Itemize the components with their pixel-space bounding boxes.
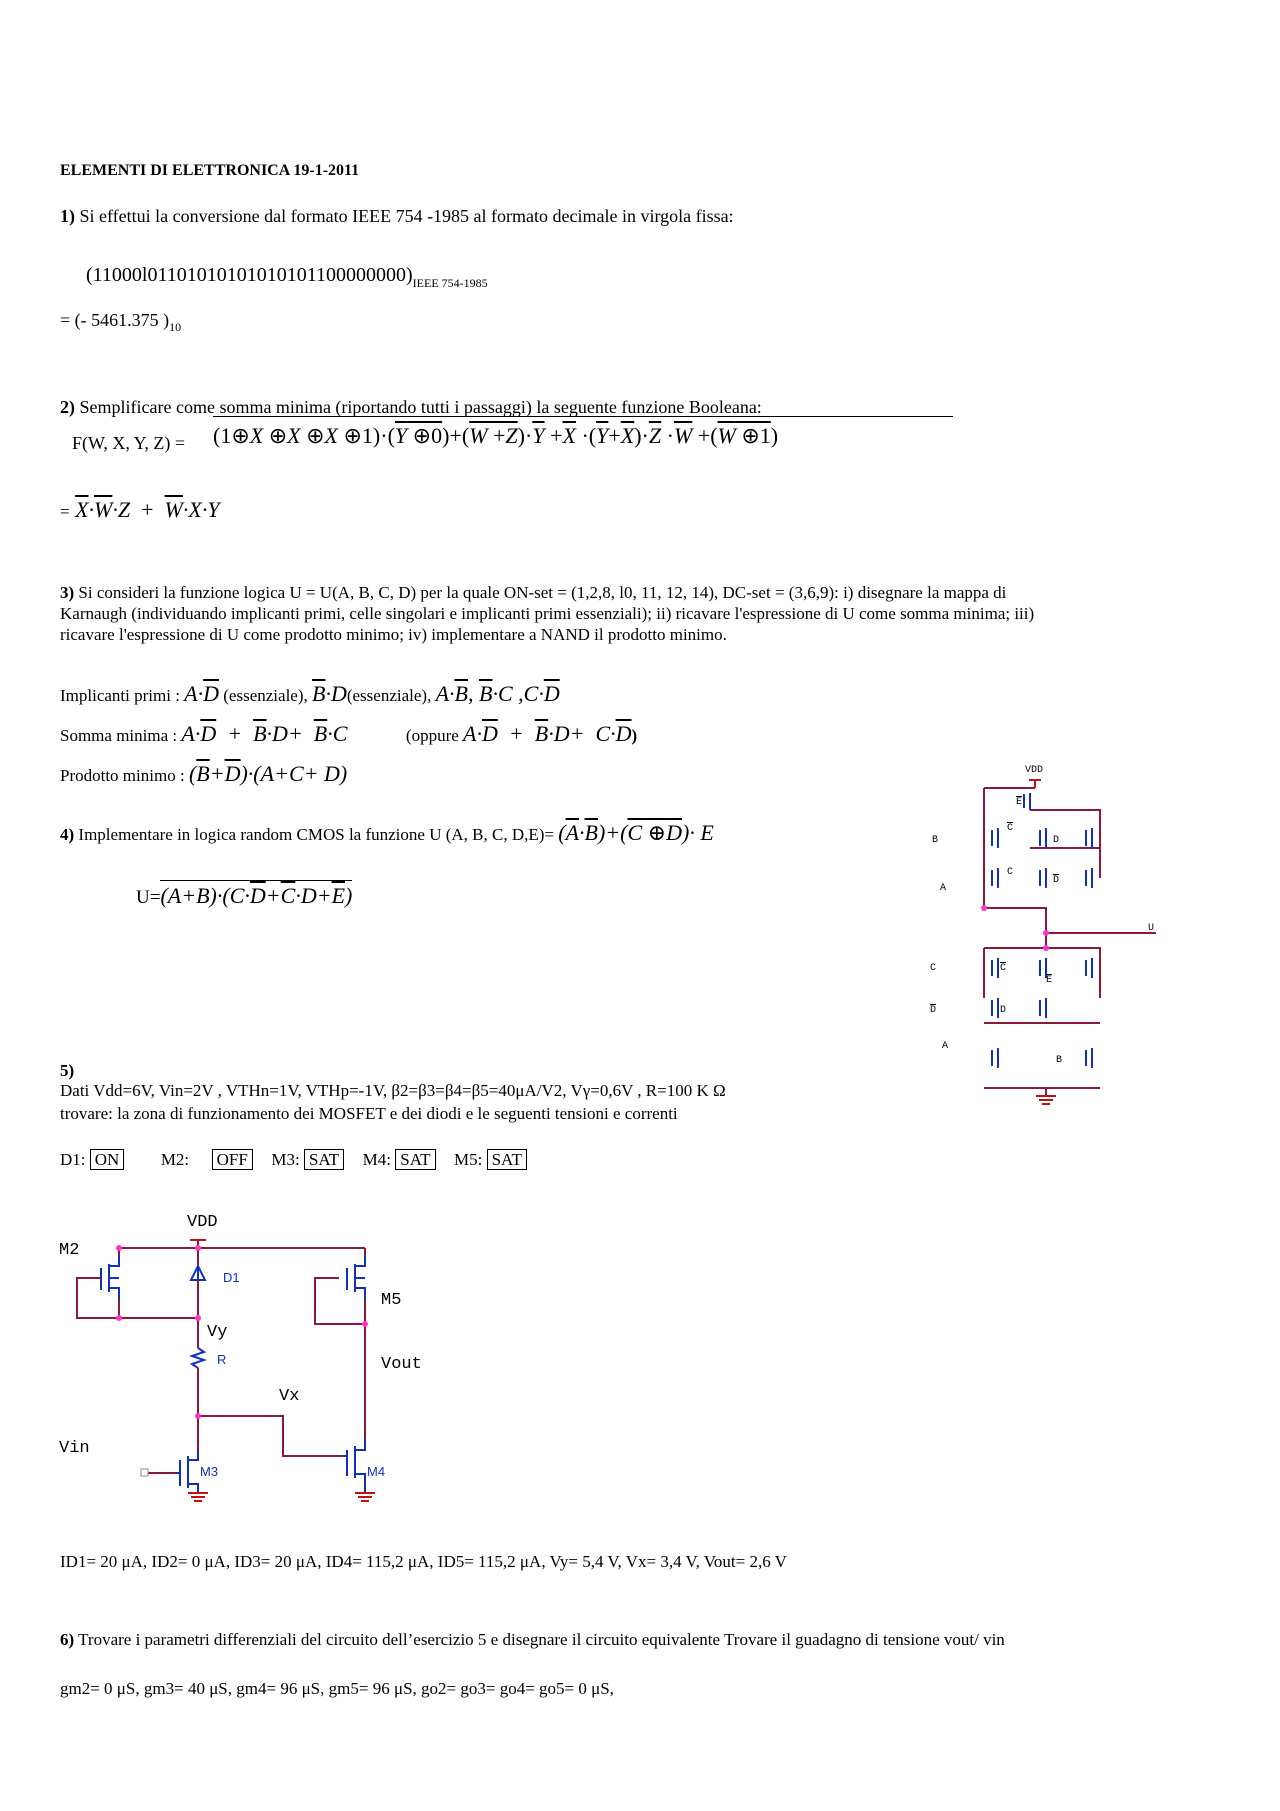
ex6-question — [60, 1630, 1005, 1650]
ex3-line2: Karnaugh (individuando implicanti primi, celle singolari e implicanti primi essenziali); ii) ricavare l'espressione di U come somma minima; iii) — [60, 604, 1035, 623]
ex2-formula: (1⊕X ⊕X ⊕X ⊕1)·(Y ⊕0)+(W $+Z)\cdot\overline{Y} +\overline{X} \cdot(\overline{Y}+\overline{X})\cdot\overline{Z} \cdot\overline{W} +(W$ ⊕1) — [213, 423, 779, 448]
ex6-number: 6) — [60, 1630, 75, 1649]
cmos-gate-label: E — [1046, 975, 1053, 986]
ex3-line3: ricavare l'espressione di U come prodotto minimo; iv) implementare a NAND il prodotto minimo. — [60, 625, 727, 644]
ex4-u-label: U= — [136, 887, 161, 908]
ex1-number: 1) — [60, 206, 75, 226]
mos-vin-label: Vin — [59, 1439, 90, 1458]
mos-vy-label: Vy — [207, 1323, 228, 1342]
page-title: ELEMENTI DI ELETTRONICA 19-1-2011 — [60, 162, 360, 179]
cmos-gate-label: A — [940, 883, 947, 894]
ex5-state-label: D1: — [60, 1150, 86, 1169]
cmos-vdd-label: VDD — [1025, 765, 1044, 776]
ex3-essential-2: (essenziale), — [346, 686, 432, 705]
ex5-states — [60, 1150, 527, 1170]
mos-m4-label: M4 — [367, 1464, 386, 1479]
mos-vout-label: Vout — [381, 1355, 422, 1374]
cmos-gate-label: D — [930, 1005, 937, 1016]
mos-m2-label: M2 — [59, 1241, 80, 1260]
ex1-answer-value: = (- 5461.375 ) — [60, 310, 170, 330]
mos-vx-label: Vx — [279, 1387, 300, 1406]
ex5-state-value: SAT — [304, 1149, 344, 1170]
ex1-answer — [60, 310, 181, 335]
cmos-output-label: U — [1148, 923, 1155, 934]
ex3-min-sum: Somma minima : $A\cdot\overline{D} + \overline{B}\cdot D+ \overline{B}\cdot C$ (oppure $A\cdot\overline{D} + \overline{B}\cdot D+ C\cdot\overline{D}$) — [60, 721, 638, 746]
ex2-question — [60, 397, 762, 418]
mos-r-label: R — [217, 1352, 227, 1367]
ex5-state-value: ON — [90, 1149, 125, 1170]
ex1-binary — [86, 264, 488, 291]
mosfet-circuit-diagram — [55, 1188, 455, 1518]
ex3-number: 3) — [60, 583, 75, 602]
ex6-text: Trovare i parametri differenziali del circuito dell’esercizio 5 e disegnare il circuito equivalente Trovare il guadagno di tensione vout/ vin — [78, 1630, 1005, 1649]
ex2-text: Semplificare come somma minima (riportando tutti i passaggi) la seguente funzione Booleana: — [79, 397, 762, 417]
cmos-gate-label: B — [1056, 1055, 1063, 1066]
ex3-line1 — [60, 583, 1006, 603]
cmos-gate-label: B — [932, 835, 939, 846]
ex4-question: 4) Implementare in logica random CMOS la funzione U (A, B, C, $D,E)= (\overline{A}\cdot\overline{B})+(C$ ⊕D)· E — [60, 820, 714, 845]
cmos-gate-label: C — [1000, 963, 1007, 974]
ex3-prime-implicants: Implicanti primi : $A\cdot\overline{D}$ (essenziale), $\overline{B}\cdot D(essenziale)$, $A\cdot\overline{B}$, $\overline{B}\cdot C$ $,C\cdot\overline{D}$ — [60, 681, 560, 706]
cmos-gate-label: D — [1053, 875, 1060, 886]
mos-vdd-label: VDD — [187, 1213, 218, 1232]
ex5-results: ID1= 20 μA, ID2= 0 μA, ID3= 20 μA, ID4= 115,2 μA, ID5= 115,2 μA, Vy= 5,4 V, Vx= 3,4 V, Vout= 2,6 V — [60, 1552, 787, 1571]
ex5-params: Dati Vdd=6V, Vin=2V , VTHn=1V, VTHp=-1V, β2=β3=β4=β5=40μA/V2, Vγ=0,6V , R=100 K Ω — [60, 1081, 726, 1100]
ex1-answer-base: 10 — [169, 320, 182, 334]
ex1-text: Si effettui la conversione dal formato IEEE 754 -1985 al formato decimale in virgola fissa: — [79, 206, 734, 226]
ex3-essential-1: (essenziale), — [223, 686, 308, 705]
mos-m5-label: M5 — [381, 1291, 402, 1310]
ex1-binary-value: (11000l01101010101010101100000000) — [86, 264, 413, 286]
cmos-gate-label: C — [1007, 823, 1014, 834]
ex3-prod-label: Prodotto minimo : — [60, 766, 185, 785]
mos-d1-label: D1 — [223, 1270, 240, 1285]
ex5-state-label: M3: — [271, 1150, 300, 1169]
ex3-sum-label: Somma minima : — [60, 726, 178, 745]
cmos-gate-label: D — [1053, 835, 1060, 846]
mos-m3-label: M3 — [200, 1464, 219, 1479]
ex5-state-label: M2: — [160, 1150, 190, 1169]
ex5-state-value: SAT — [487, 1149, 527, 1170]
cmos-gate-label: C — [930, 963, 937, 974]
ex3-min-product: Prodotto minimo : $(\overline{B}+\overline{D})\cdot(A+C+ D)$ — [60, 761, 348, 786]
ex5-state-label: M5: — [454, 1150, 483, 1169]
cmos-gate-label: E — [1016, 797, 1023, 808]
ex3-text-1: Si consideri la funzione logica U = U(A, B, C, D) per la quale ON-set = (1,2,8, l0, 11, 12, 14), DC-set = (3,6,9): i) disegnare la mappa di — [78, 583, 1007, 602]
cmos-gate-label: D — [1000, 1005, 1007, 1016]
ex5-state-value: OFF — [212, 1149, 253, 1170]
ex4-text: Implementare in logica random CMOS la funzione U (A, B, C, D,E)= — [78, 825, 554, 844]
ex2-answer-prefix: = — [60, 502, 70, 521]
ex2-function-label: F(W, X, Y, Z) = — [72, 433, 185, 453]
ex5-question: trovare: la zona di funzionamento dei MOSFET e dei diodi e le seguenti tensioni e correnti — [60, 1104, 678, 1123]
ex5-number — [60, 1061, 74, 1081]
ex3-oppure: (oppure — [405, 726, 459, 745]
ex6-answer: gm2= 0 μS, gm3= 40 μS, gm4= 96 μS, gm5= 96 μS, go2= go3= go4= go5= 0 μS, — [60, 1679, 614, 1698]
cmos-gate-label: A — [942, 1041, 949, 1052]
cmos-circuit-diagram — [920, 758, 1170, 1108]
ex1-binary-format: IEEE 754-1985 — [412, 276, 488, 290]
ex4-number: 4) — [60, 825, 75, 844]
cmos-gate-label: C — [1007, 867, 1014, 878]
ex4-answer: $U=(A+B)\cdot(C\cdot\overline{D}+\overline{C}\cdot D+\overline{E})$ — [136, 883, 352, 909]
ex5-number-text: 5) — [60, 1061, 75, 1080]
ex2-answer: = $\overline{X}\cdot\overline{W}\cdot Z + \overline{W}\cdot X\cdot Y$ — [60, 497, 220, 522]
ex5-state-value: SAT — [395, 1149, 435, 1170]
ex1-question — [60, 206, 734, 227]
ex2-number: 2) — [60, 397, 75, 417]
ex3-prime-label: Implicanti primi : — [60, 686, 180, 705]
ex2-formula-overbar — [213, 416, 953, 417]
ex5-state-label: M4: — [362, 1150, 392, 1169]
